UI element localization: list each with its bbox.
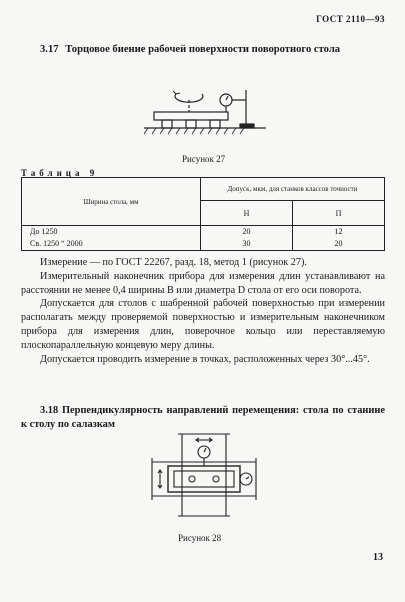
column-header-class-p: П [293, 201, 385, 226]
cell-class-h: 30 [201, 238, 293, 251]
paragraph-angle-points: Допускается проводить измерение в точках, расположенных через 30°...45°. [40, 353, 370, 365]
section-3-18-heading [21, 404, 385, 431]
paragraph-probe-position: Измерительный наконечник прибора для измерения длин устанавливают на расстоянии не менее 0,4 ширины B или диаметра D стола от его оси поворота. [21, 270, 385, 296]
cell-class-p: 12 [293, 226, 385, 239]
cell-class-h: 20 [201, 226, 293, 239]
section-3-18-title: Перпендикулярность направлений перемещения: стола по станине к столу по салазкам [21, 405, 385, 430]
section-3-18-number: 3.18 [40, 405, 59, 416]
fastener-left [189, 476, 195, 482]
paragraph-measurement-method: Измерение — по ГОСТ 22267, разд. 18, метод 1 (рисунок 27). [40, 257, 307, 268]
column-header-tolerance: Допуск, мкм, для станков классов точности [201, 178, 385, 201]
column-header-width: Ширина стола, мм [22, 178, 201, 226]
section-3-17-heading [40, 44, 390, 55]
table-support-right [210, 120, 220, 128]
table-row [22, 226, 385, 239]
square-gauge [168, 466, 240, 492]
cell-width: Св. 1250 “ 2000 [22, 238, 201, 251]
cell-class-p: 20 [293, 238, 385, 251]
figure-27-diagram [140, 82, 270, 148]
document-header-code: ГОСТ 2110—93 [316, 14, 385, 24]
fastener-right [213, 476, 219, 482]
cell-width: До 1250 [22, 226, 201, 239]
column-header-class-h: Н [201, 201, 293, 226]
bed-hatching [144, 128, 244, 134]
figure-28-diagram [148, 430, 260, 522]
figure-27-caption: Рисунок 27 [182, 154, 226, 164]
figure-28-caption: Рисунок 28 [178, 533, 222, 543]
table-row [22, 238, 385, 251]
tolerance-table [21, 177, 385, 251]
square-gauge-inner [174, 471, 234, 487]
table-9-label: Таблица 9 [21, 168, 99, 178]
rotary-table-plate [154, 112, 228, 120]
section-3-17-number: 3.17 [40, 44, 59, 55]
page-number: 13 [373, 552, 383, 563]
section-3-17-title: Торцовое биение рабочей поверхности поворотного стола [65, 44, 341, 55]
body-text [21, 256, 385, 366]
table-support-left [162, 120, 172, 128]
paragraph-scraped-surface: Допускается для столов с шабренной рабочей поверхностью при измерении располагать между проверяемой поверхностью и измерительным наконечником прибора для измерения длин, поверочное кольцо или переставляемую плоскопараллельную концевую меру длины. [21, 298, 385, 351]
table-support-center [186, 120, 196, 128]
